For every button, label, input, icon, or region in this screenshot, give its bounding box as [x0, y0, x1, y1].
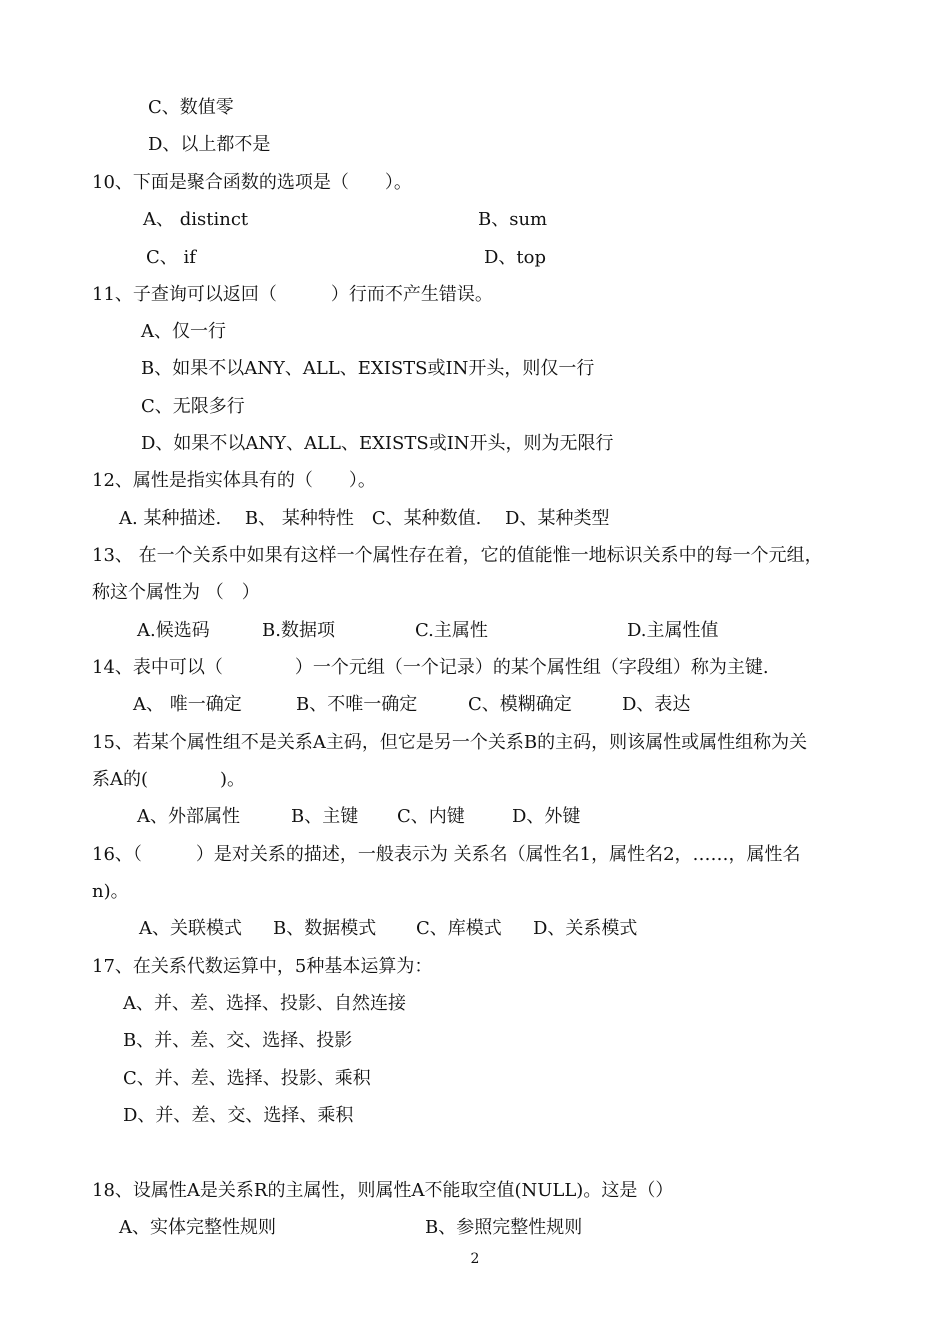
- q17-option-d: D、并、差、交、选择、乘积: [123, 1105, 354, 1126]
- q17-option-c: C、并、差、选择、投影、乘积: [123, 1068, 371, 1089]
- q13-option-d: D.主属性值: [627, 620, 719, 641]
- q18-option-b: B、参照完整性规则: [425, 1217, 583, 1238]
- q13-option-b: B.数据项: [262, 620, 335, 641]
- q17-option-b: B、并、差、交、选择、投影: [123, 1030, 353, 1051]
- q16-stem-line2: n)。: [92, 881, 129, 902]
- q15-stem-line2: 系A的( )。: [92, 769, 246, 790]
- q18-option-a: A、实体完整性规则: [119, 1217, 276, 1238]
- q15-option-b: B、主键: [291, 806, 359, 827]
- q10-stem: 10、下面是聚合函数的选项是（ ）。: [92, 172, 412, 193]
- q16-stem-line1: 16、（ ）是对关系的描述，一般表示为 关系名（属性名1，属性名2，……，属性名: [92, 844, 801, 865]
- q13-stem-line1: 13、 在一个关系中如果有这样一个属性存在着，它的值能惟一地标识关系中的每一个元组，: [92, 545, 823, 566]
- q18-stem: 18、设属性A是关系R的主属性，则属性A不能取空值(NULL)。这是（）: [92, 1180, 674, 1201]
- q10-option-c: C、 if: [146, 247, 196, 268]
- q14-option-c: C、模糊确定: [468, 694, 572, 715]
- q14-option-b: B、不唯一确定: [296, 694, 418, 715]
- q14-stem: 14、表中可以（ ）一个元组（一个记录）的某个属性组（字段组）称为主键.: [92, 657, 769, 678]
- q15-option-c: C、内键: [397, 806, 465, 827]
- q17-stem: 17、在关系代数运算中，5种基本运算为：: [92, 956, 433, 977]
- q11-option-b: B、如果不以ANY、ALL、EXISTS或IN开头，则仅一行: [141, 358, 595, 379]
- q14-option-d: D、表达: [622, 694, 691, 715]
- q15-option-a: A、外部属性: [137, 806, 240, 827]
- q11-option-d: D、如果不以ANY、ALL、EXISTS或IN开头，则为无限行: [141, 433, 614, 454]
- q16-option-b: B、数据模式: [273, 918, 377, 939]
- q9-option-c: C、数值零: [148, 97, 234, 118]
- q13-stem-line2: 称这个属性为 （ ）: [92, 582, 260, 603]
- q13-option-a: A.候选码: [137, 620, 210, 641]
- q10-option-b: B、sum: [478, 209, 548, 230]
- q16-option-a: A、关联模式: [139, 918, 242, 939]
- q9-option-d: D、以上都不是: [148, 134, 271, 155]
- q13-option-c: C.主属性: [415, 620, 488, 641]
- q16-option-c: C、库模式: [416, 918, 502, 939]
- q11-option-a: A、仅一行: [141, 321, 226, 342]
- q10-option-d: D、top: [484, 247, 547, 268]
- q10-option-a: A、 distinct: [143, 209, 249, 230]
- q14-option-a: A、 唯一确定: [133, 694, 242, 715]
- q11-stem: 11、子查询可以返回（ ）行而不产生错误。: [92, 284, 493, 305]
- q17-option-a: A、并、差、选择、投影、自然连接: [123, 993, 406, 1014]
- q15-stem-line1: 15、若某个属性组不是关系A主码，但它是另一个关系B的主码，则该属性或属性组称为关: [92, 732, 808, 753]
- q11-option-c: C、无限多行: [141, 396, 245, 417]
- q12-stem: 12、属性是指实体具有的（ ）。: [92, 470, 376, 491]
- q15-option-d: D、外键: [512, 806, 581, 827]
- q12-options: A. 某种描述. B、 某种特性 C、某种数值. D、某种类型: [119, 508, 610, 529]
- q16-option-d: D、关系模式: [533, 918, 638, 939]
- page-number: 2: [470, 1251, 480, 1267]
